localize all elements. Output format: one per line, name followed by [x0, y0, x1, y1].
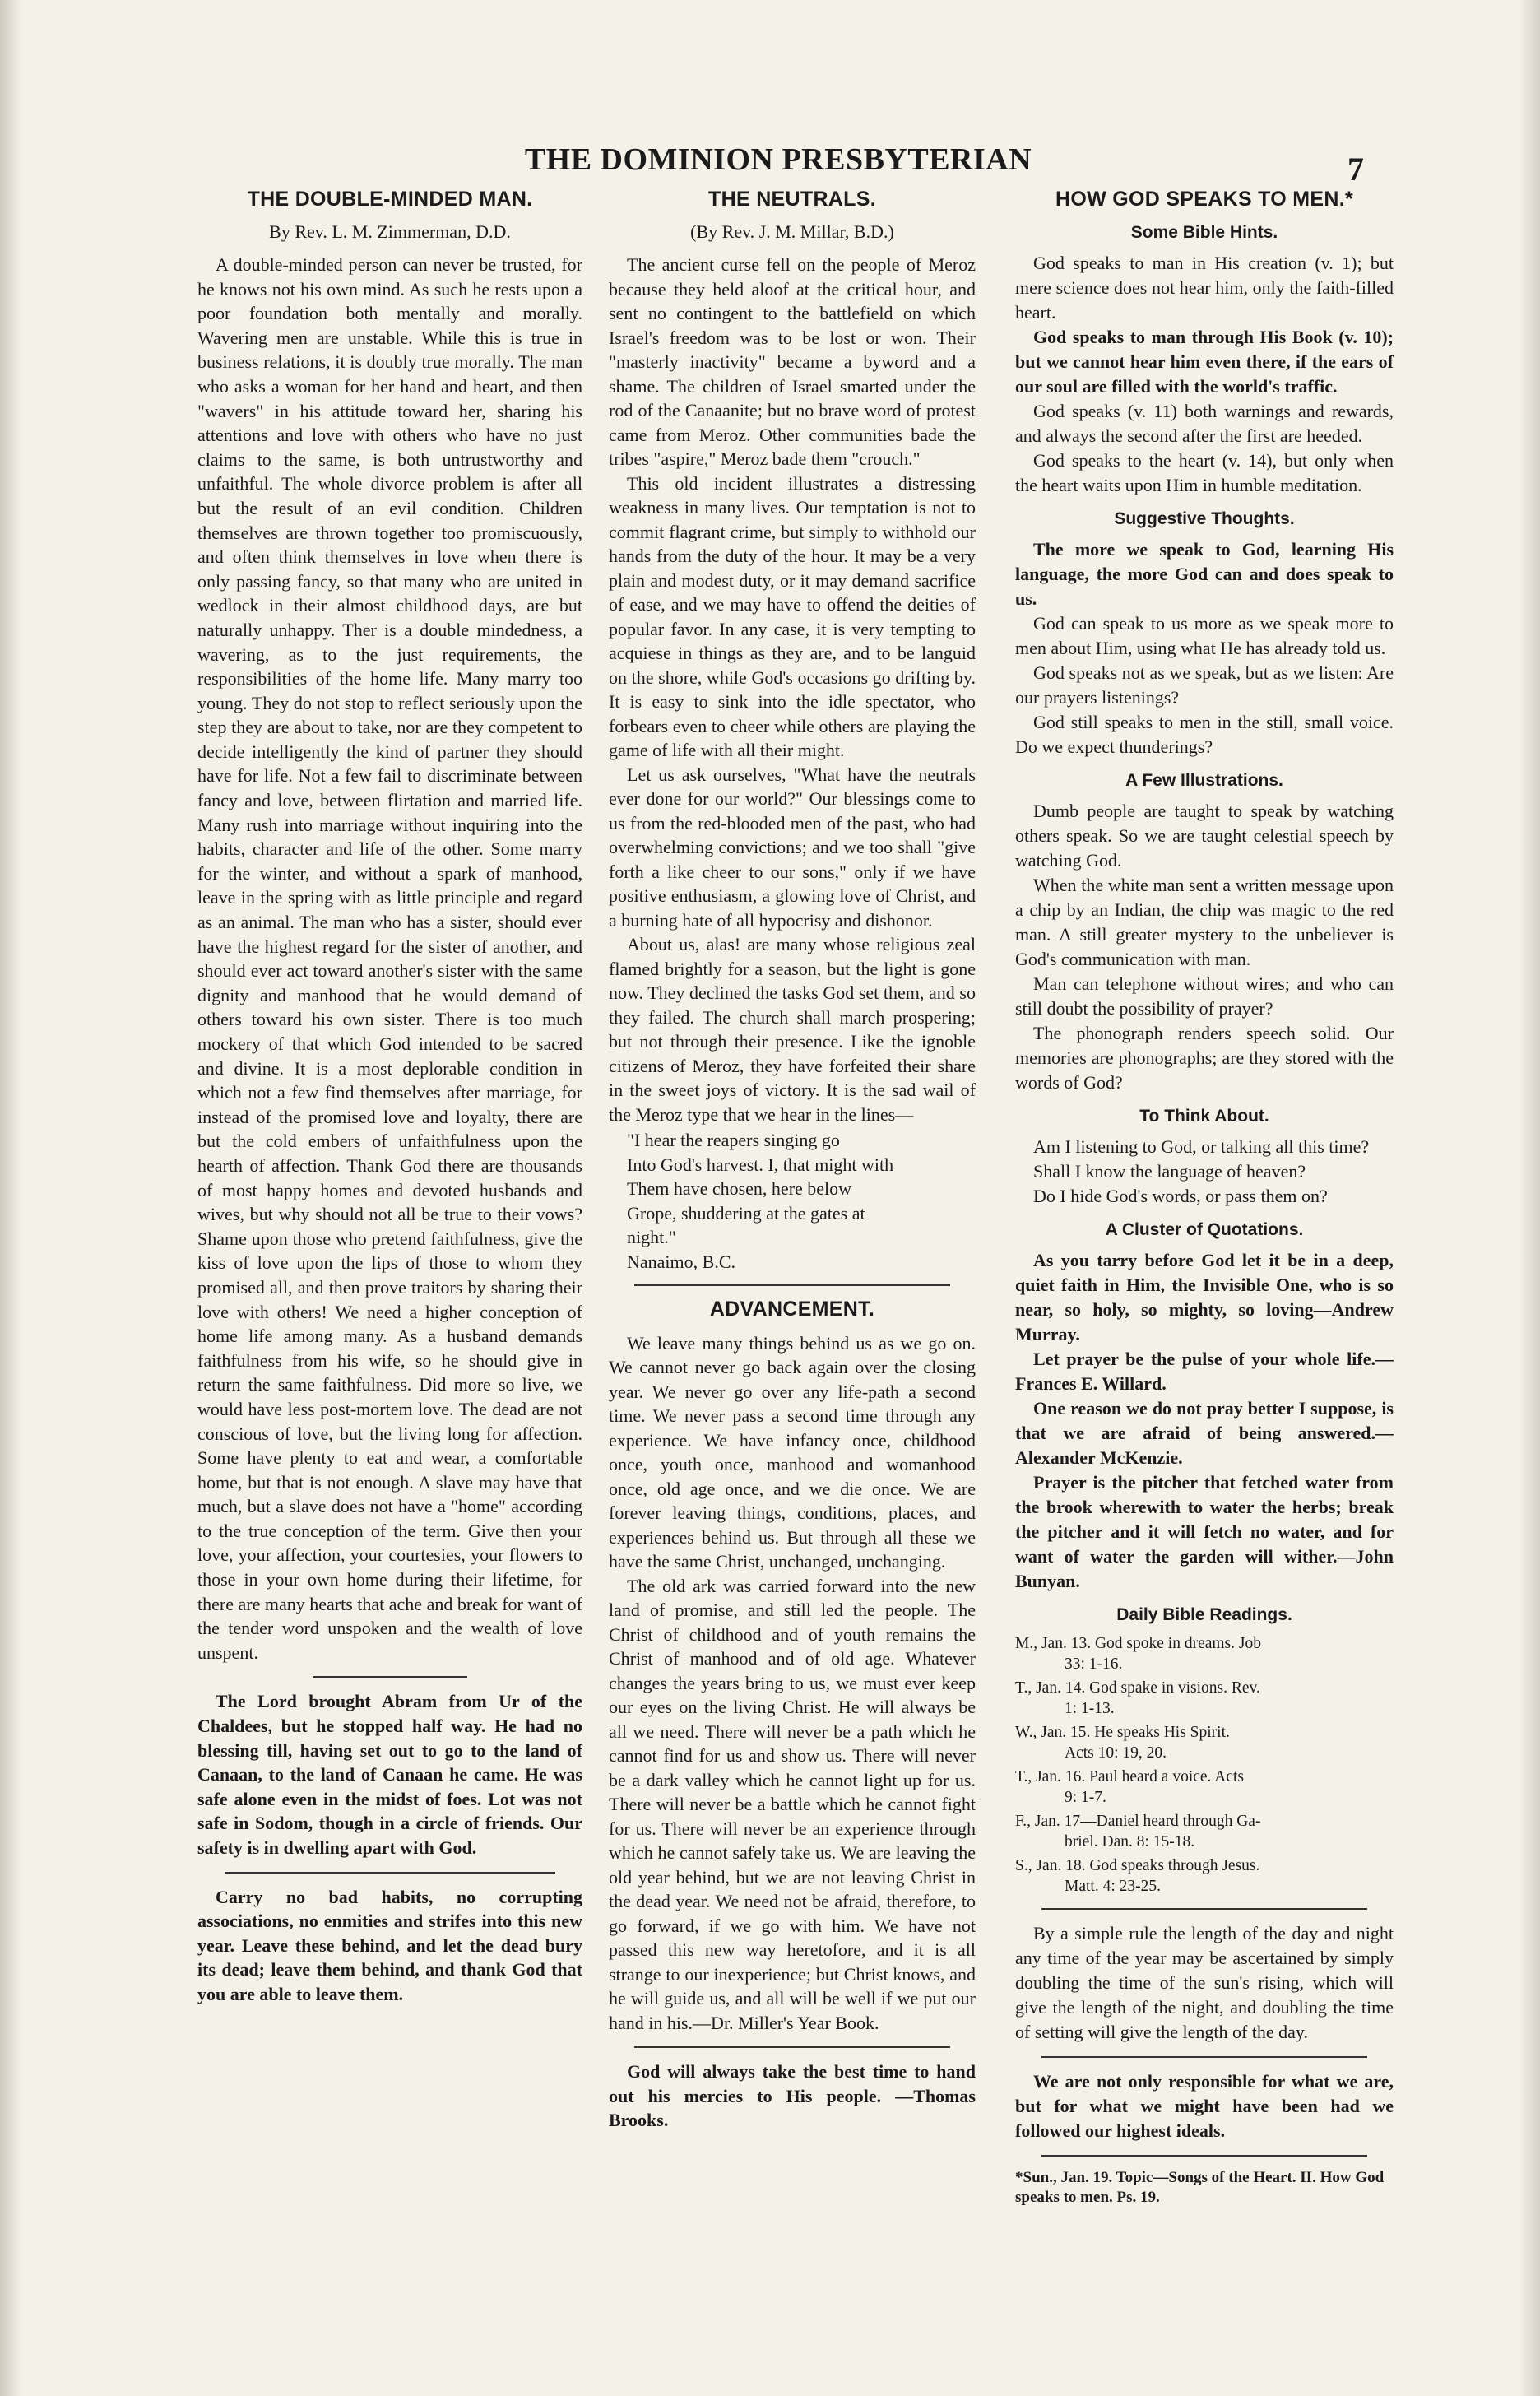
- reading-item: [1015, 1633, 1394, 1674]
- abram-paragraph: The Lord brought Abram from Ur of the Chaldees, but he stopped half way. He had no blessing till, having set out to go to the land of Canaan, to the land of Canaan he came. He was safe alone even in the midst of foes. Lot was not safe in Sodom, though in a circle of friends. Our safety is in dwelling apart with God.: [197, 1691, 582, 1858]
- reading-line: T., Jan. 14. God spake in visions. Rev.: [1015, 1679, 1260, 1697]
- article-paragraph: About us, alas! are many whose religious zeal flamed brightly for a season, but the light is gone now. They declined the tasks God set them, and so they failed. The church shall march prospering; but not through their presence. Like the ignoble citizens of Meroz, they have forfeited their share in the sweet joys of victory. It is the sad wail of the Meroz type that we hear in the lines—: [609, 934, 976, 1125]
- divider: [313, 1676, 466, 1678]
- thought-paragraph: The more we speak to God, learning His language, the more God can and does speak to us.: [1015, 539, 1394, 609]
- poem-line: "I hear the reapers singing go: [627, 1130, 840, 1150]
- illustration-paragraph: Dumb people are taught to speak by watching others speak. So we are taught celestial speech by watching God.: [1015, 801, 1394, 871]
- think-question: Do I hide God's words, or pass them on?: [1033, 1186, 1328, 1206]
- section-heading-to-think-about: To Think About.: [1139, 1107, 1269, 1126]
- column-right: [1015, 188, 1394, 2208]
- byline-zimmerman: By Rev. L. M. Zimmerman, D.D.: [269, 221, 511, 242]
- divider: [634, 2046, 950, 2048]
- reading-reference: 33: 1-16.: [1065, 1655, 1123, 1673]
- poem-line: Them have chosen, here below: [627, 1178, 852, 1199]
- poem-line: Into God's harvest. I, that might with: [627, 1154, 894, 1175]
- article-paragraph: The old ark was carried forward into the new land of promise, and still led the people. The Christ of childhood and of youth remains the Christ of manhood and of old age. Whatever changes the years bring to us, we must ever keep our eyes on the living Christ. He will always be all we need. There will never be a path which he cannot find for us and show us. There will never be a dark valley which he cannot light up for us. There will never be a battle which he cannot fight for us. There will never be an experience through which he cannot safely take us. We are leaving the old year behind, but we are not leaving Christ in the dead year. We need not be afraid, therefore, to go forward, if we go with him. We have not passed this new way heretofore, and it is all strange to our inexperience; but Christ knows, and he will guide us, and all will be well if we put our hand in his.—Dr. Miller's Year Book.: [609, 1575, 976, 2033]
- reading-line: S., Jan. 18. God speaks through Jesus.: [1015, 1857, 1260, 1874]
- section-heading-suggestive-thoughts: Suggestive Thoughts.: [1114, 509, 1295, 528]
- quotation-paragraph: Prayer is the pitcher that fetched water from the brook wherewith to water the herbs; break the pitcher and it will fetch no water, and for want of water the garden will wither.—John Bunyan.: [1015, 1472, 1394, 1591]
- article-paragraph: Let us ask ourselves, "What have the neutrals ever done for our world?" Our blessings come to us from the red-blooded men of the past, who had overwhelming convictions; and we too shall "give forth a like cheer to our sons," only if we have positive enthusiasm, a glowing love of Christ, and a burning hate of all hypocrisy and dishonor.: [609, 764, 976, 931]
- responsible-paragraph: We are not only responsible for what we are, but for what we might have been had we followed our highest ideals.: [1015, 2071, 1394, 2141]
- hint-paragraph: God speaks to the heart (v. 14), but only when the heart waits upon Him in humble meditation.: [1015, 450, 1394, 495]
- divider: [634, 1284, 950, 1286]
- reading-reference: Acts 10: 19, 20.: [1065, 1744, 1167, 1762]
- brooks-quote: God will always take the best time to hand out his mercies to His people. —Thomas Brooks.: [609, 2061, 976, 2130]
- reading-item: [1015, 1811, 1394, 1852]
- section-heading-daily-readings: Daily Bible Readings.: [1116, 1605, 1292, 1624]
- section-heading-quotations: A Cluster of Quotations.: [1105, 1220, 1304, 1239]
- hint-paragraph: God speaks (v. 11) both warnings and rewards, and always the second after the first are heeded.: [1015, 401, 1394, 446]
- illustration-paragraph: When the white man sent a written message upon a chip by an Indian, the chip was magic to the red man. A still greater mystery to the unbeliever is God's communication with man.: [1015, 875, 1394, 969]
- article-paragraph: We leave many things behind us as we go on. We cannot never go back again over the closing year. We never go over any life-path a second time. We never pass a second time through any experience. We have infancy once, childhood once, youth once, manhood and womanhood once, old age once, and we die once. We are forever leaving things, conditions, places, and experiences behind us. But through all these we have the same Christ, unchanged, unchanging.: [609, 1332, 976, 1572]
- reading-item: [1015, 1678, 1394, 1719]
- article-paragraph: The ancient curse fell on the people of Meroz because they held aloof at the critical hour, and sent no contingent to the battlefield on which Israel's freedom was to be lost or won. Their "masterly inactivity" became a byword and a shame. The children of Israel smarted under the rod of the Canaanite; but no brave word of protest came from Meroz. Other communities bade the tribes "aspire," Meroz bade them "crouch.": [609, 254, 976, 469]
- masthead: THE DOMINION PRESBYTERIAN: [524, 142, 1032, 177]
- habits-paragraph: Carry no bad habits, no corrupting associations, no enmities and strifes into this new year. Leave these behind, and let the dead bury its dead; leave them behind, and thank God that you are able to leave them.: [197, 1886, 582, 2004]
- article-paragraph: This old incident illustrates a distressing weakness in many lives. Our temptation is not to commit flagrant crime, but simply to withhold our hands from the duty of the hour. It may be a very plain and modest duty, or it may demand sacrifice of ease, and we may have to offend the deities of popular favor. In any case, it is very tempting to acquiese in things as they are, and to be languid on the shore, while God's occasions go drifting by. It is easy to sink into the idle spectator, who forbears even to cheer while others are playing the game of life with all their might.: [609, 472, 976, 760]
- divider: [1041, 2056, 1367, 2058]
- divider: [1041, 1908, 1367, 1910]
- quotation-paragraph: As you tarry before God let it be in a deep, quiet faith in Him, the Invisible One, who is so near, so holy, so mighty, so loving—Andrew Murray.: [1015, 1250, 1394, 1344]
- column-middle: [609, 188, 976, 2133]
- quotation-paragraph: Let prayer be the pulse of your whole life.—Frances E. Willard.: [1015, 1349, 1394, 1394]
- think-question: Shall I know the language of heaven?: [1033, 1161, 1306, 1182]
- page-edge-right: [1519, 0, 1540, 2396]
- dateline-place: Nanaimo, B.C.: [627, 1251, 735, 1272]
- reading-reference: Matt. 4: 23-25.: [1065, 1878, 1161, 1895]
- byline-millar: (By Rev. J. M. Millar, B.D.): [690, 221, 894, 242]
- reading-reference: briel. Dan. 8: 15-18.: [1065, 1833, 1195, 1850]
- thought-paragraph: God still speaks to men in the still, small voice. Do we expect thunderings?: [1015, 712, 1394, 757]
- poem-quote: [627, 1128, 976, 1250]
- page-edge-left: [0, 0, 21, 2396]
- reading-reference: 1: 1-13.: [1065, 1700, 1115, 1717]
- reading-line: W., Jan. 15. He speaks His Spirit.: [1015, 1724, 1230, 1741]
- quotation-paragraph: One reason we do not pray better I suppose, is that we are afraid of being answered.—Alexander McKenzie.: [1015, 1398, 1394, 1468]
- poem-line: night.": [627, 1227, 676, 1247]
- reading-item: [1015, 1767, 1394, 1808]
- reading-line: M., Jan. 13. God spoke in dreams. Job: [1015, 1635, 1261, 1652]
- section-heading-bible-hints: Some Bible Hints.: [1130, 223, 1278, 242]
- illustration-paragraph: Man can telephone without wires; and who can still doubt the possibility of prayer?: [1015, 973, 1394, 1019]
- article-title-neutrals: THE NEUTRALS.: [708, 188, 876, 211]
- illustration-paragraph: The phonograph renders speech solid. Our memories are phonographs; are they stored with the words of God?: [1015, 1023, 1394, 1093]
- divider: [225, 1872, 555, 1874]
- hint-paragraph: God speaks to man in His creation (v. 1); but mere science does not hear him, only the faith-filled heart.: [1015, 253, 1394, 323]
- reading-item: [1015, 1722, 1394, 1763]
- column-left: [197, 188, 582, 2007]
- reading-line: F., Jan. 17—Daniel heard through Ga-: [1015, 1813, 1261, 1830]
- article-title-advancement: ADVANCEMENT.: [709, 1297, 875, 1321]
- section-heading-illustrations: A Few Illustrations.: [1125, 771, 1283, 790]
- poem-line: Grope, shuddering at the gates at: [627, 1202, 865, 1224]
- reading-item: [1015, 1855, 1394, 1897]
- hint-paragraph: God speaks to man through His Book (v. 10); but we cannot hear him even there, if the ears of our soul are filled with the world's traffic.: [1015, 327, 1394, 397]
- page-number: 7: [1348, 151, 1364, 188]
- reading-reference: 9: 1-7.: [1065, 1789, 1106, 1806]
- reading-line: T., Jan. 16. Paul heard a voice. Acts: [1015, 1768, 1244, 1785]
- think-question: Am I listening to God, or talking all this time?: [1033, 1136, 1370, 1157]
- article-title-double-minded-man: THE DOUBLE-MINDED MAN.: [247, 188, 533, 211]
- thought-paragraph: God can speak to us more as we speak more to men about Him, using what He has already told us.: [1015, 613, 1394, 658]
- article-paragraph: A double-minded person can never be trusted, for he knows not his own mind. As such he rests upon a poor foundation both mentally and morally. Wavering men are unstable. While this is true in business relations, it is doubly true morally. The man who asks a woman for her hand and heart, and then "wavers" in his attitude toward her, sharing his attentions and love with others who have no just claims to the same, is both untrustworthy and unfaithful. The whole divorce problem is after all but the result of an evil condition. Children themselves are thrown together too promiscuously, and often think themselves in love when there is only passing fancy, so that many who are united in wedlock in their almost childhood days, are but naturally unhappy. Ther is a double mindedness, a wavering, as to the just requirements, the responsibilities of the home life. Many marry too young. They do not stop to reflect seriously upon the step they are about to take, nor are they competent to decide intelligently the kind of partner they should have for life. Not a few fail to discriminate between fancy and love, between flirtation and married life. Many rush into marriage without inquiring into the habits, character and life of the other. Some marry for the winter, and without a spark of manhood, leave in the spring with as little principle and regard as an animal. The man who has a sister, should ever have the highest regard for the sister of another, and should ever act toward another's sister with the same dignity and manhood that he would demand of others toward his own sister. There is too much mockery of that which God intended to be sacred and divine. It is a most deplorable condition in which not a few find themselves after marriage, for instead of the promised love and loyalty, there are but the cold embers of unfaithfulness upon the hearth of affection. Thank God there are thousands of most happy homes and devoted husbands and wives, but why should not all be true to their vows? Shame upon those who pretend faithfulness, give the kiss of love upon the lips of those to whom they promised all, and then prove traitors by sharing their love with others! We need a higher conception of home life among many. As a husband demands faithfulness from his wife, so he should give in return the same faithfulness. Did more so live, we would have less post-mortem love. The dead are not conscious of love, but the living long for affection. Some have plenty to eat and wear, a comfortable home, but that is not enough. A slave may have that much, but a slave does not have a "home" according to the true conception of the term. Give then your love, your affection, your courtesies, your flowers to those in your own home during their lifetime, for there are many hearts that ache and break for want of the tender word unspoken and the wealth of love unspent.: [197, 254, 582, 1663]
- article-title-how-god-speaks: HOW GOD SPEAKS TO MEN.*: [1055, 188, 1354, 211]
- sun-rule-paragraph: By a simple rule the length of the day and night any time of the year may be ascertained by simply doubling the time of the sun's rising, which will give the length of the night, and doubling the time of setting will give the length of the day.: [1015, 1923, 1394, 2042]
- thought-paragraph: God speaks not as we speak, but as we listen: Are our prayers listenings?: [1015, 662, 1394, 708]
- topic-footnote: *Sun., Jan. 19. Topic—Songs of the Heart. II. How God speaks to men. Ps. 19.: [1015, 2169, 1385, 2206]
- divider: [1041, 2155, 1367, 2157]
